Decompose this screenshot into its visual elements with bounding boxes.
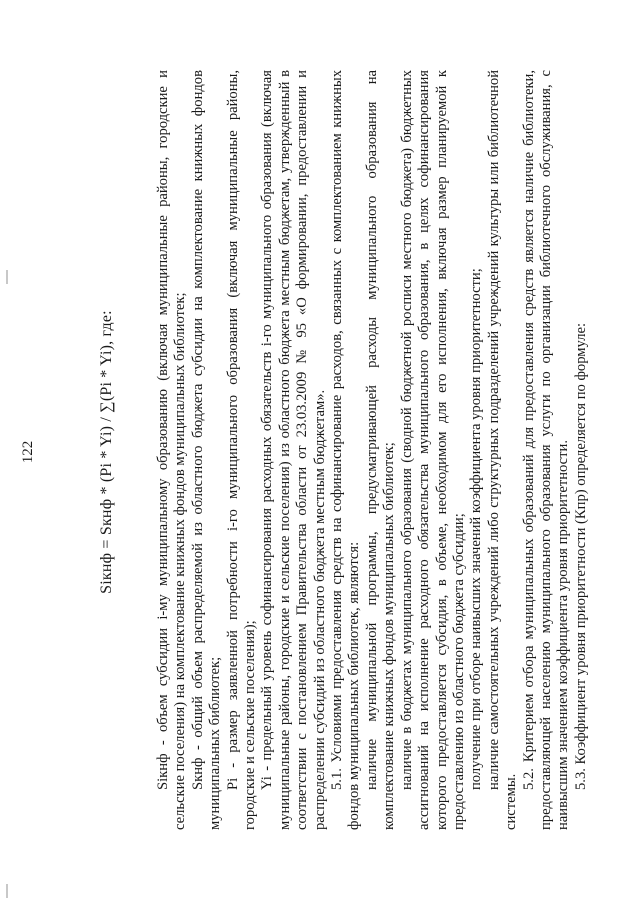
- scan-edge-mark-bottom: [6, 884, 8, 898]
- paragraph-siknf-definition: Siкнф - объем субсидии i-му муниципальному образованию (включая муниципальные районы, городские и сельские поселения) на комплектование книжных фондов муниципальных библиотек;: [155, 70, 189, 830]
- rotated-document-page: [20, 22, 620, 882]
- paragraph-5-1: 5.1. Условиями предоставления средств на софинансирование расходов, связанных с комплектованием книжных фондов муниципальных библиотек, являются:: [329, 70, 363, 830]
- paragraph-condition-institutions: наличие самостоятельных учреждений либо структурных подразделений учреждений культуры или библиотечной системы.: [485, 70, 520, 830]
- paragraph-pi-definition: Pi - размер заявленной потребности i-го муниципального образования (включая муниципальные районы, городские и сельские поселения);: [224, 70, 259, 830]
- paragraph-condition-program: наличие муниципальной программы, предусматривающей расходы муниципального образования на комплектование книжных фондов муниципальных библиотек;: [363, 70, 398, 830]
- subsidy-formula: Siкнф = Sкнф * (Pi * Yi) / ∑(Pi * Yi), где:: [98, 310, 115, 594]
- page-number: 122: [20, 440, 36, 464]
- paragraph-condition-budget: наличие в бюджетах муниципального образования (сводной бюджетной росписи местного бюджета) бюджетных ассигнований на исполнение расходного обязательства муниципального образования, в целях софинансирования которого предоставляется субсидия, в объеме, необходимом для его исполнения, включая размер планируемой к предоставлению из областного бюджета субсидии;: [398, 70, 467, 830]
- paragraph-5-3: 5.3. Коэффициент уровня приоритетности (Кпр) определяется по формуле:: [572, 322, 589, 790]
- document-body: [155, 70, 590, 830]
- paragraph-sknf-definition: Sкнф - общий объем распределяемой из областного бюджета субсидии на комплектование книжных фондов муниципальных библиотек;: [189, 70, 224, 830]
- scan-edge-mark-top: [6, 270, 8, 284]
- paragraph-5-2: 5.2. Критерием отбора муниципальных образований для предоставления средств является наличие библиотеки, предоставляющей населению муниципального образования услуги по организации библиотечного обслуживания, с наивысшим значением коэффициента уровня приоритетности.: [520, 70, 572, 830]
- paragraph-condition-priority: получение при отборе наивысших значений коэффициента уровня приоритетности;: [468, 268, 485, 790]
- paragraph-yi-definition: Yi - предельный уровень софинансирования расходных обязательств i-го муниципального образования (включая муниципальные районы, городские и сельские поселения) из областного бюджета местным бюджетам, утвержденный в соответствии с постановлением Правительства области от 23.03.2009 № 95 «О формировании, предоставлении и распределении субсидий из областного бюджета местным бюджетам».: [259, 70, 328, 830]
